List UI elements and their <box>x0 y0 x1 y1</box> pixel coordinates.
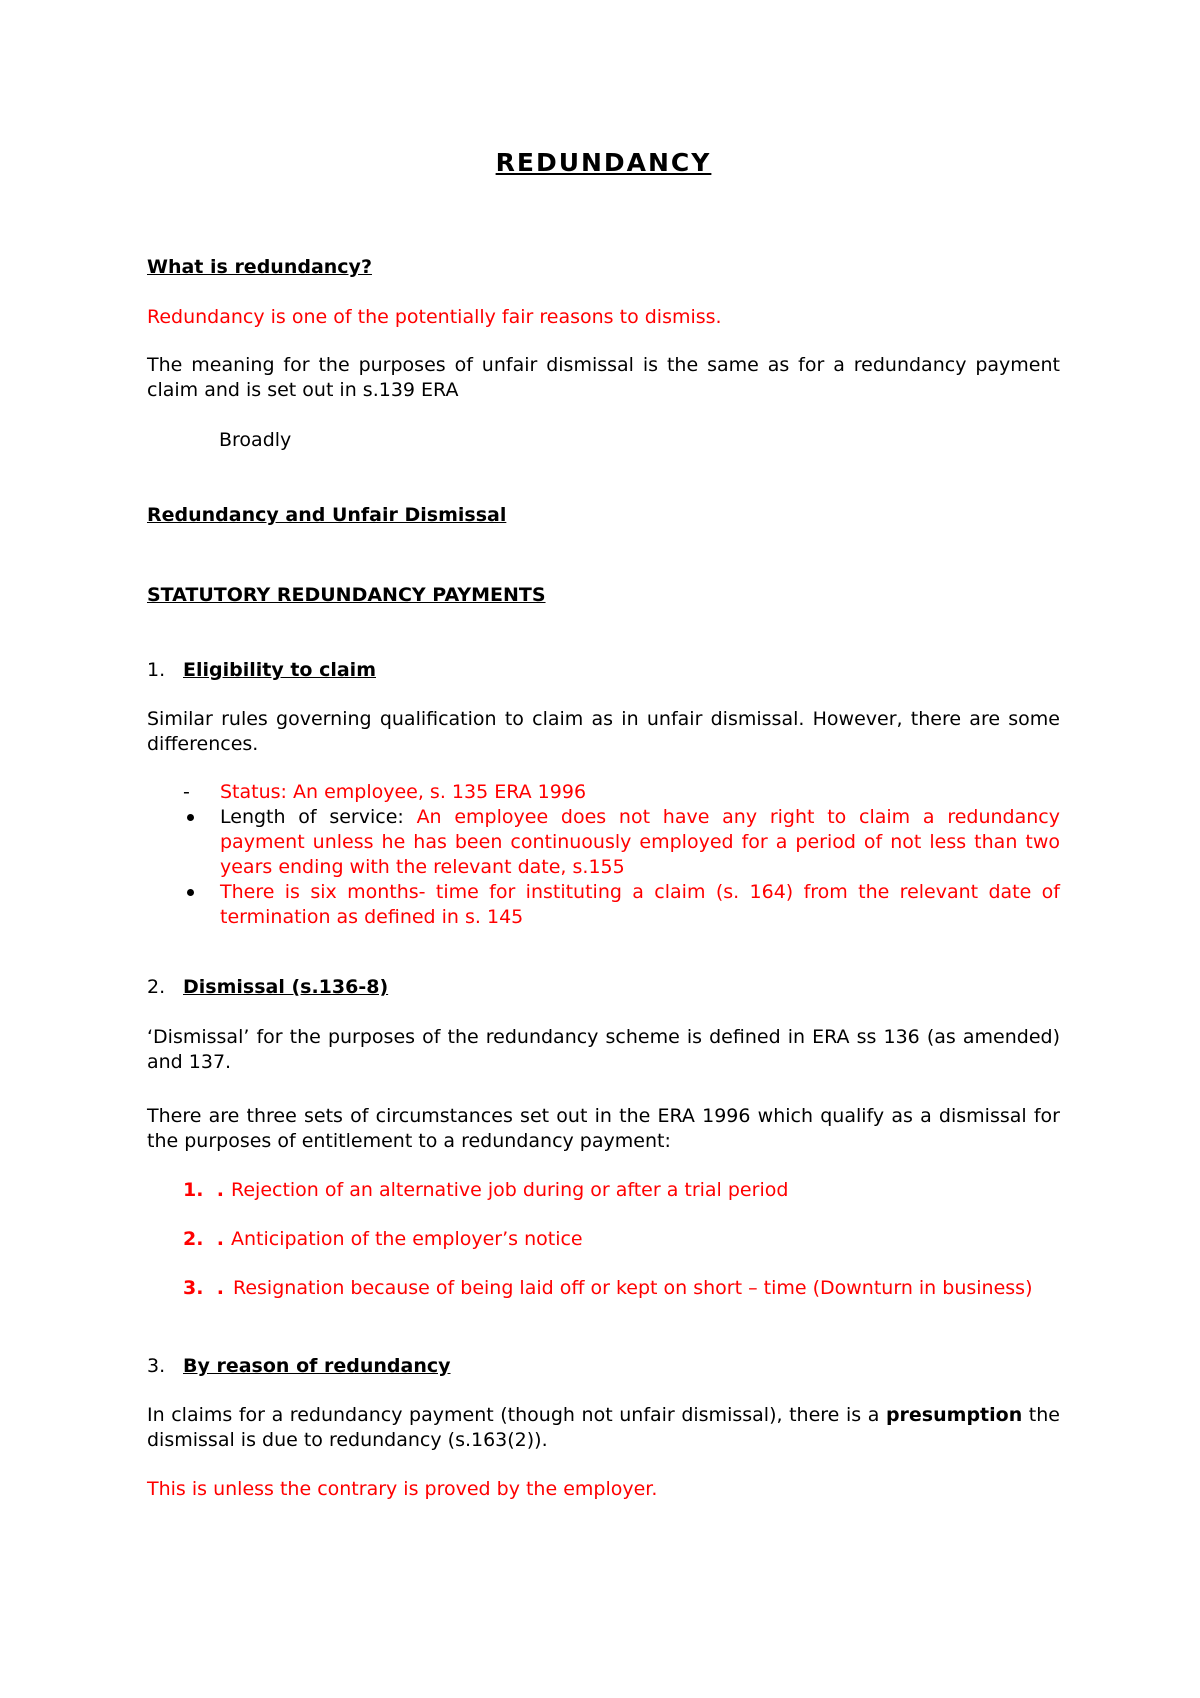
presumption-bold: presumption <box>885 1404 1023 1426</box>
red-statement-fair-reason: Redundancy is one of the potentially fair reasons to dismiss. <box>147 306 722 328</box>
paragraph-meaning: The meaning for the purposes of unfair dismissal is the same as for a redundancy payment claim and is set out in s.139 ERA <box>147 354 1060 401</box>
heading-statutory-payments: STATUTORY REDUNDANCY PAYMENTS <box>147 584 546 606</box>
bullet-icon <box>187 814 194 821</box>
item-number: 2. . <box>183 1228 224 1250</box>
item-number: 1. . <box>183 1179 224 1201</box>
item-text: Anticipation of the employer’s notice <box>231 1228 583 1250</box>
section-title: Eligibility to claim <box>183 659 376 681</box>
section-title: By reason of redundancy <box>183 1355 451 1377</box>
heading-unfair-dismissal: Redundancy and Unfair Dismissal <box>147 504 507 526</box>
paragraph-dismissal-definition: ‘Dismissal’ for the purposes of the redundancy scheme is defined in ERA ss 136 (as amended) and 137. <box>147 1026 1060 1073</box>
section-title: Dismissal (s.136-8) <box>183 976 389 998</box>
paragraph-presumption: In claims for a redundancy payment (though not unfair dismissal), there is a presumption the dismissal is due to redundancy (s.163(2)). <box>147 1404 1060 1451</box>
section-2-heading <box>147 975 1060 1000</box>
section-number: 2. <box>147 976 166 998</box>
list-item-text <box>220 805 1060 880</box>
paragraph-three-circumstances: There are three sets of circumstances set out in the ERA 1996 which qualify as a dismissal for the purposes of entitlement to a redundancy payment: <box>147 1105 1060 1152</box>
heading-what-is-redundancy: What is redundancy? <box>147 256 372 278</box>
section-number: 1. <box>147 659 166 681</box>
list-item-label: Length of service: <box>220 806 417 828</box>
section-1-heading <box>147 658 1060 683</box>
list-item-text: Status: An employee, s. 135 ERA 1996 <box>220 781 587 803</box>
section-3-heading <box>147 1354 1060 1379</box>
page-title: REDUNDANCY <box>495 148 712 177</box>
item-number: 3. . <box>183 1277 224 1299</box>
broadly-text: Broadly <box>219 429 292 451</box>
section-number: 3. <box>147 1355 166 1377</box>
paragraph-eligibility-intro: Similar rules governing qualification to claim as in unfair dismissal. However, there are some differences. <box>147 708 1060 755</box>
list-item-red-text: An employee does not have any right to claim a redundancy payment unless he has been continuously employed for a period of not less than two years ending with the relevant date, s.155 <box>220 806 1060 878</box>
dash-marker: - <box>183 781 190 803</box>
list-item-text: There is six months- time for instituting a claim (s. 164) from the relevant date of termination as defined in s. 145 <box>220 881 1060 928</box>
item-text: Resignation because of being laid off or kept on short – time (Downturn in business) <box>233 1277 1033 1299</box>
item-text: Rejection of an alternative job during or after a trial period <box>231 1179 789 1201</box>
red-statement-contrary: This is unless the contrary is proved by the employer. <box>147 1478 658 1500</box>
bullet-icon <box>187 889 194 896</box>
